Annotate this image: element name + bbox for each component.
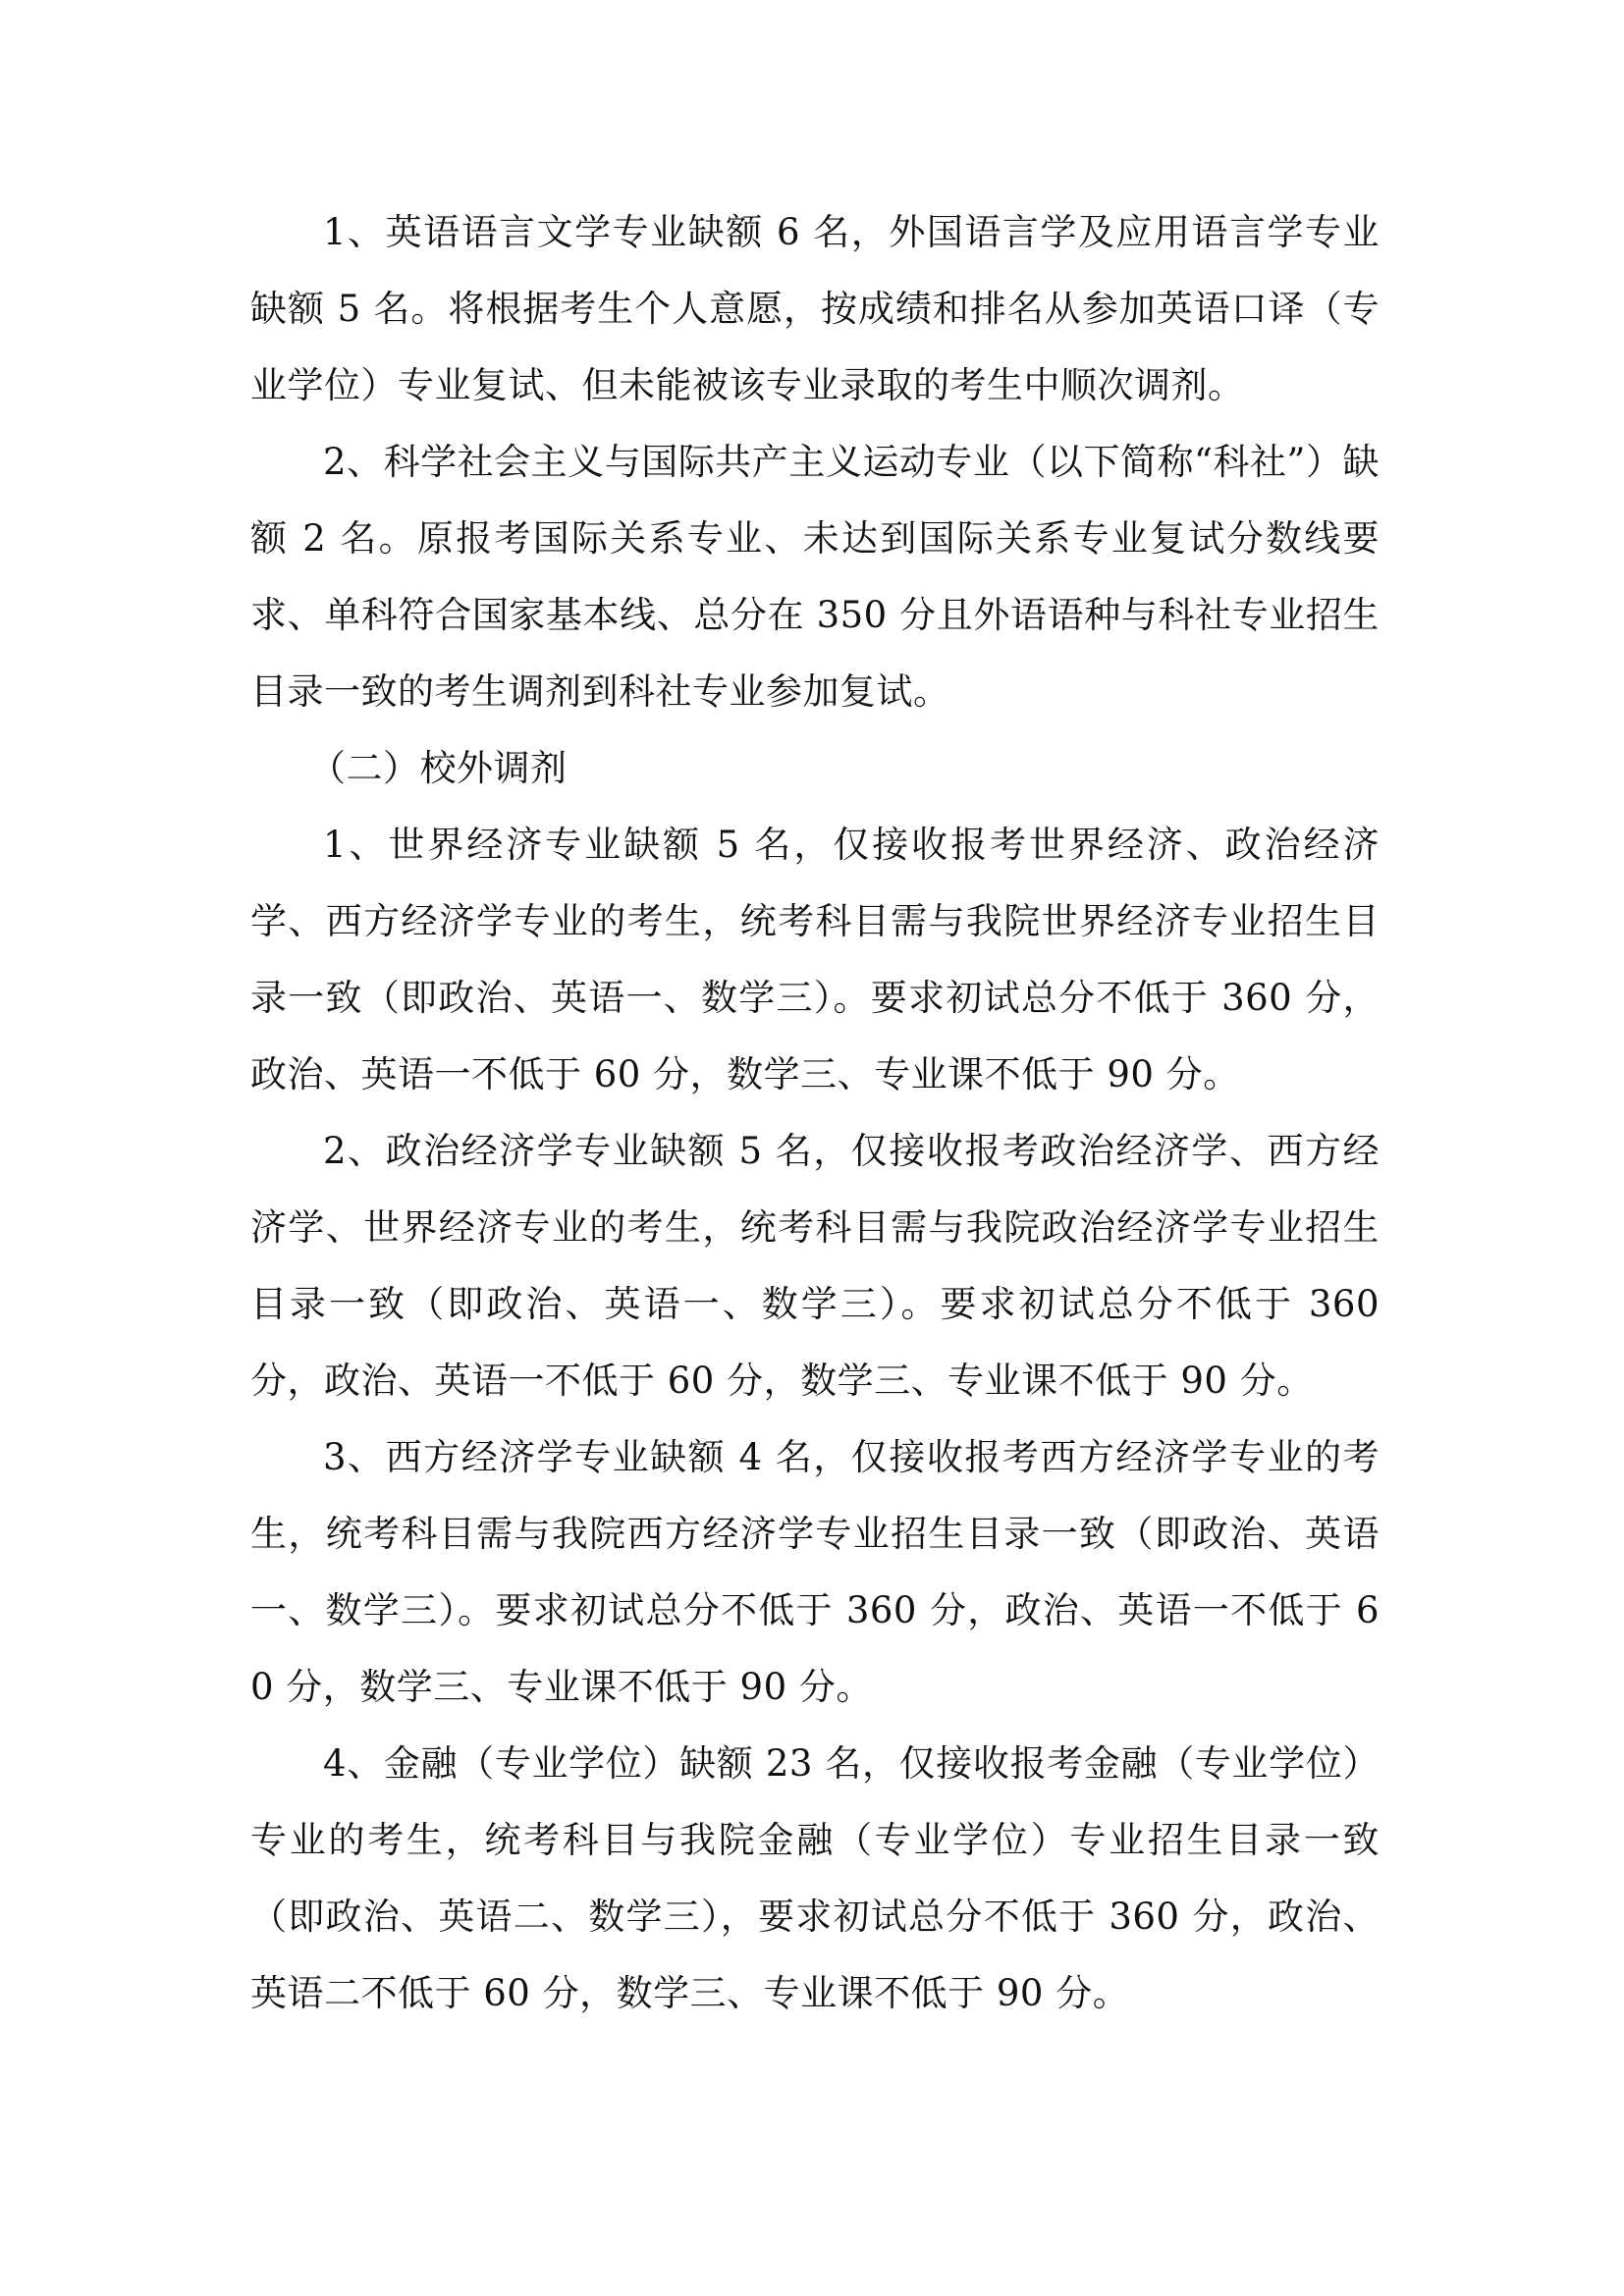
- paragraph-political-economics: 2、政治经济学专业缺额 5 名，仅接收报考政治经济学、西方经济学、世界经济专业的考生，统考科目需与我院政治经济学专业招生目录一致（即政治、英语一、数学三）。要求初试总分不低于 360 分，政治、英语一不低于 60 分，数学三、专业课不低于 90 分。: [250, 1130, 1380, 1402]
- document-body: [250, 194, 1380, 2032]
- paragraph-world-economics: 1、世界经济专业缺额 5 名，仅接收报考世界经济、政治经济学、西方经济学专业的考生，统考科目需与我院世界经济专业招生目录一致（即政治、英语一、数学三）。要求初试总分不低于 360 分，政治、英语一不低于 60 分，数学三、专业课不低于 90 分。: [250, 824, 1380, 1095]
- paragraph-finance: 4、金融（专业学位）缺额 23 名，仅接收报考金融（专业学位）专业的考生，统考科目与我院金融（专业学位）专业招生目录一致（即政治、英语二、数学三），要求初试总分不低于 360 分，政治、英语二不低于 60 分，数学三、专业课不低于 90 分。: [250, 1742, 1380, 2014]
- section-heading-external-transfer: （二）校外调剂: [309, 747, 568, 789]
- paragraph-western-economics: 3、西方经济学专业缺额 4 名，仅接收报考西方经济学专业的考生，统考科目需与我院西方经济学专业招生目录一致（即政治、英语一、数学三）。要求初试总分不低于 360 分，政治、英语一不低于 60 分，数学三、专业课不低于 90 分。: [250, 1436, 1380, 1708]
- paragraph-socialism-major: 2、科学社会主义与国际共产主义运动专业（以下简称“科社”）缺额 2 名。原报考国际关系专业、未达到国际关系专业复试分数线要求、单科符合国家基本线、总分在 350 分且外语语种与科社专业招生目录一致的考生调剂到科社专业参加复试。: [250, 441, 1380, 713]
- paragraph-english-majors: 1、英语语言文学专业缺额 6 名，外国语言学及应用语言学专业缺额 5 名。将根据考生个人意愿，按成绩和排名从参加英语口译（专业学位）专业复试、但未能被该专业录取的考生中顺次调剂。: [250, 211, 1380, 406]
